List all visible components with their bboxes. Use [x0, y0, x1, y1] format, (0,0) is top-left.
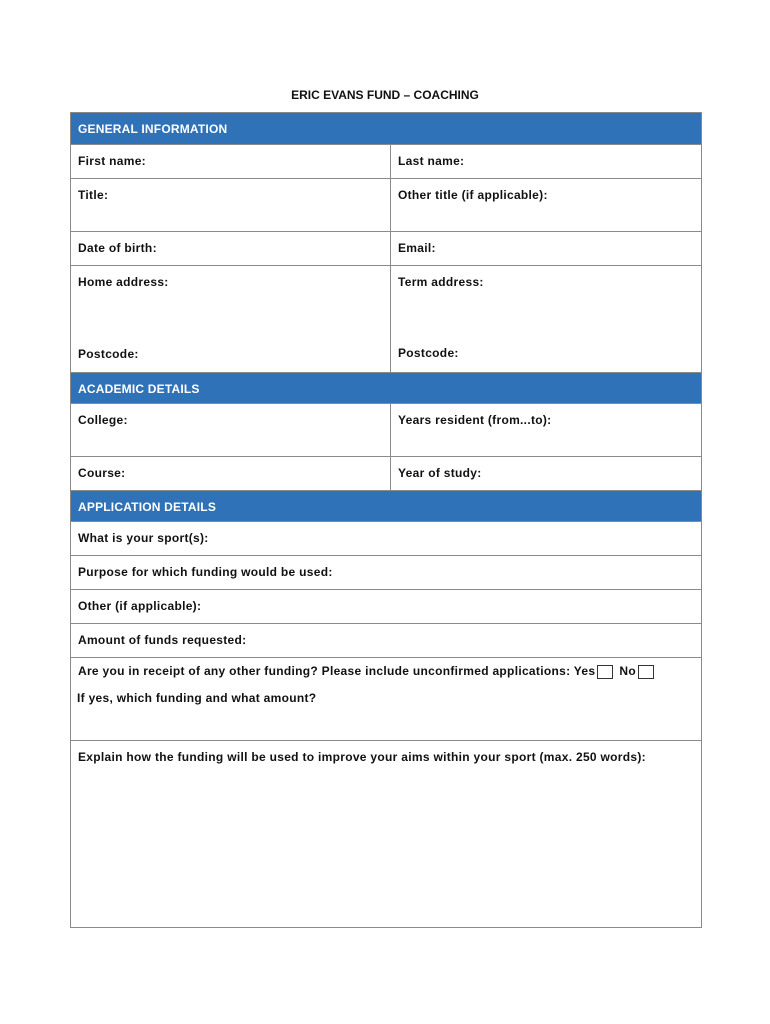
if-yes-label: If yes, which funding and what amount? [77, 691, 317, 705]
sport-field[interactable] [71, 522, 701, 556]
explain-label: Explain how the funding will be used to improve your aims within your sport (max. 250 words): [78, 750, 646, 764]
section-header-academic [71, 373, 701, 404]
explain-field[interactable] [71, 741, 701, 927]
sport-label: What is your sport(s): [78, 531, 209, 545]
home-postcode-label: Postcode: [78, 347, 139, 361]
last-name-label: Last name: [398, 154, 465, 168]
course-label: Course: [78, 466, 126, 480]
yes-checkbox[interactable] [597, 665, 613, 679]
last-name-field[interactable] [391, 145, 701, 178]
section-header-application [71, 491, 701, 522]
other-title-field[interactable] [391, 179, 701, 231]
other-funding-question [78, 664, 660, 679]
email-field[interactable] [391, 232, 701, 265]
years-resident-field[interactable] [391, 404, 701, 456]
section-header-academic-label: ACADEMIC DETAILS [78, 382, 200, 396]
row-dob-email [71, 232, 701, 266]
year-of-study-field[interactable] [391, 457, 701, 490]
section-header-general-label: GENERAL INFORMATION [78, 122, 228, 136]
purpose-label: Purpose for which funding would be used: [78, 565, 333, 579]
college-field[interactable] [71, 404, 391, 456]
no-checkbox[interactable] [638, 665, 654, 679]
row-course [71, 457, 701, 491]
no-label: No [619, 664, 636, 678]
other-title-label: Other title (if applicable): [398, 188, 548, 202]
email-label: Email: [398, 241, 436, 255]
row-college [71, 404, 701, 457]
amount-field[interactable] [71, 624, 701, 658]
years-resident-label: Years resident (from...to): [398, 413, 552, 427]
year-of-study-label: Year of study: [398, 466, 482, 480]
application-form [70, 112, 702, 928]
dob-label: Date of birth: [78, 241, 157, 255]
dob-field[interactable] [71, 232, 391, 265]
first-name-field[interactable] [71, 145, 391, 178]
home-address-label: Home address: [78, 275, 169, 289]
home-address-field[interactable] [71, 266, 391, 372]
row-address [71, 266, 701, 373]
amount-label: Amount of funds requested: [78, 633, 247, 647]
term-postcode-label: Postcode: [398, 346, 459, 360]
other-label: Other (if applicable): [78, 599, 202, 613]
first-name-label: First name: [78, 154, 146, 168]
course-field[interactable] [71, 457, 391, 490]
term-address-label: Term address: [398, 275, 484, 289]
other-field[interactable] [71, 590, 701, 624]
section-header-general [71, 113, 701, 145]
other-funding-label: Are you in receipt of any other funding? Please include unconfirmed applications: Yes [78, 664, 596, 678]
title-field[interactable] [71, 179, 391, 231]
section-header-application-label: APPLICATION DETAILS [78, 500, 217, 514]
purpose-field[interactable] [71, 556, 701, 590]
form-title: ERIC EVANS FUND – COACHING [291, 88, 479, 102]
college-label: College: [78, 413, 128, 427]
row-title [71, 179, 701, 232]
title-label: Title: [78, 188, 109, 202]
term-address-field[interactable] [391, 266, 701, 372]
other-funding-field [71, 658, 701, 741]
row-name [71, 145, 701, 179]
